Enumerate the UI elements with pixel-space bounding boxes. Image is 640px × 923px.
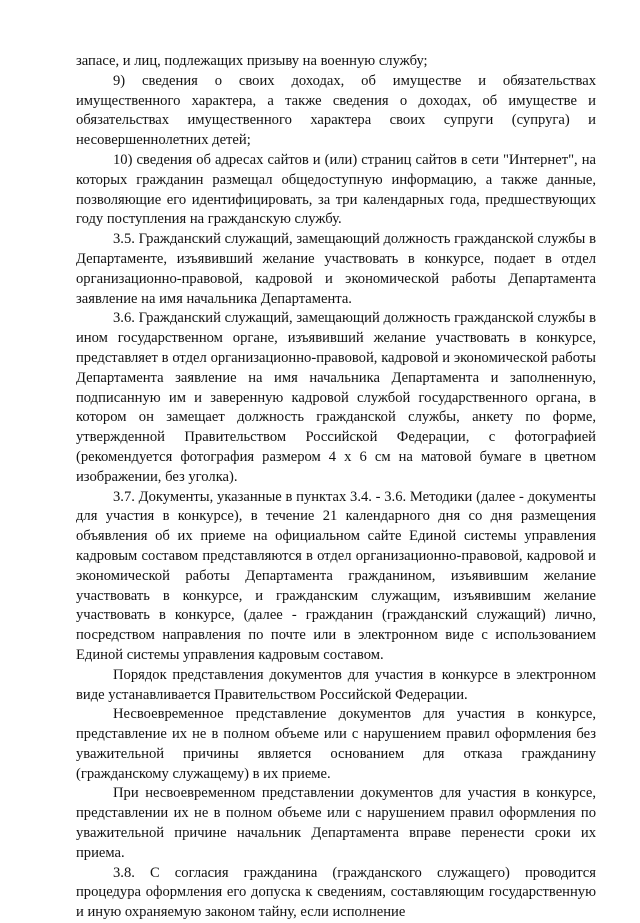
paragraph-electronic-order: Порядок представления документов для участия в конкурсе в электронном виде устанавливается Правительством Российской Федерации.	[76, 666, 596, 703]
paragraph-3-6: 3.6. Гражданский служащий, замещающий должность гражданской службы в ином государственном органе, изъявивший желание участвовать в конкурсе, представляет в отдел организационно-правовой, кадровой и экономической работы Департамента заявление на имя начальника Департамента и заполненную, подписанную им и заверенную кадровой службой государственного органа, в котором он замещает должность гражданской службы, анкету по форме, утвержденной Правительством Российской Федерации, с фотографией (рекомендуется фотография размером 4 х 6 см на матовой бумаге в цветном изображении, без уголка).	[76, 310, 596, 485]
paragraph-deadline-extension: При несвоевременном представлении документов для участия в конкурсе, представлении их не в полном объеме или с нарушением правил оформления по уважительной причине начальник Департамента вправе перенести сроки их приема.	[76, 785, 596, 861]
paragraph-3-7: 3.7. Документы, указанные в пунктах 3.4. - 3.6. Методики (далее - документы для участия в конкурсе), в течение 21 календарного дня со дня размещения объявления об их приеме на официальном сайте Единой системы управления кадровым составом представляются в отдел организационно-правовой, кадровой и экономической работы Департамента гражданином, изъявившим желание участвовать в конкурсе, и гражданским служащим, изъявившим желание участвовать в конкурсе, (далее - гражданин (гражданский служащий) лично, посредством направления по почте или в электронном виде с использованием Единой системы управления кадровым составом.	[76, 488, 596, 663]
paragraph-item-9: 9) сведения о своих доходах, об имуществе и обязательствах имущественного характера, а также сведения о доходах, об имуществе и обязательствах имущественного характера своих супруги (супруга) и несовершеннолетних детей;	[76, 72, 596, 149]
paragraph-continuation: запасе, и лиц, подлежащих призыву на военную службу;	[76, 53, 428, 69]
paragraph-refusal-grounds: Несвоевременное представление документов для участия в конкурсе, представление их не в полном объеме или с нарушением правил оформления без уважительной причины является основанием для отказа гражданину (гражданскому служащему) в их приеме.	[76, 706, 596, 782]
document-body	[76, 52, 596, 923]
paragraph-3-8: 3.8. С согласия гражданина (гражданского служащего) проводится процедура оформления его допуска к сведениям, составляющим государственную и иную охраняемую законом тайну, если исполнение	[76, 864, 596, 921]
paragraph-3-5: 3.5. Гражданский служащий, замещающий должность гражданской службы в Департаменте, изъявивший желание участвовать в конкурсе, подает в отдел организационно-правовой, кадровой и экономической работы Департамента заявление на имя начальника Департамента.	[76, 231, 596, 307]
paragraph-item-10: 10) сведения об адресах сайтов и (или) страниц сайтов в сети "Интернет", на которых гражданин размещал общедоступную информацию, а также данные, позволяющие его идентифицировать, за три календарных года, предшествующих году поступления на гражданскую службу.	[76, 151, 596, 228]
